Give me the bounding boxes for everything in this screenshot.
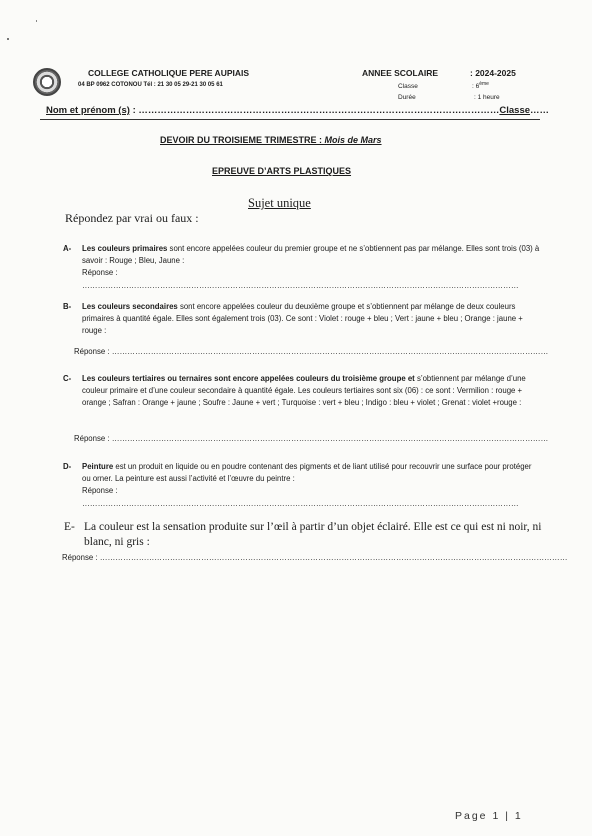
scan-speck [36,20,37,22]
classe-value-text: : 6 [472,83,480,91]
school-logo [33,68,61,96]
question-d [63,461,542,510]
scan-speck [7,38,9,40]
question-text: sont encore appelées couleur du deuxième groupe et s’obtiennent par mélange de deux couleurs primaires à quantité égale. Elles sont également trois (03). Ce sont : Violet : rouge + bleu ; Vert : jaune + bleu ; Orange : jaune + rouge : [82,302,523,336]
question-letter: D- [63,462,72,471]
question-text: est un produit en liquide ou en poudre contenant des pigments et de liant utilisé pour recouvrir une surface pour protéger ou orner. La peinture est aussi l’activité et l’œuvre du peintre : [82,462,532,484]
question-letter: E- [64,521,75,533]
school-name: COLLEGE CATHOLIQUE PERE AUPIAIS [88,68,250,78]
classe-dots: …… [530,105,550,116]
name-field-line[interactable] [46,105,549,116]
answer-line[interactable]: Réponse : …………………………………………………………………………………………………………………………………………………… [82,486,519,508]
annee-scolaire-label: ANNEE SCOLAIRE [362,68,439,78]
classe-value-sup: ème [479,81,489,87]
question-text: La couleur est la sensation produite sur l’œil à partir d’un objet éclairé. Elle est ce qui est ni noir, ni blanc, ni gris : [84,521,542,548]
instructions: Répondez par vrai ou faux : [65,211,199,225]
epreuve-title: EPREUVE D’ARTS PLASTIQUES [212,166,352,176]
question-letter: C- [63,374,72,383]
question-e [64,520,544,550]
question-letter: A- [63,244,72,253]
question-keyword: Les couleurs tertiaires ou ternaires sont encore appelées couleurs du troisième groupe et [82,374,415,383]
answer-line[interactable]: Réponse : …………………………………………………………………………………………………………………………………………………… [82,268,519,290]
school-address: 04 BP 0962 COTONOU Tél : 21 30 05 29-21 30 05 61 [78,82,223,88]
answer-line[interactable]: Réponse : ……………………………………………………………………………………………………………………………………………………………… [62,553,568,562]
question-a [63,243,542,292]
name-dots: : …………………………………………………………………………………………………… [129,105,500,116]
question-c [63,373,542,410]
name-label: Nom et prénom (s) [46,105,130,116]
sujet-title: Sujet unique [248,196,311,210]
question-keyword: Les couleurs primaires [82,244,168,253]
devoir-title [160,135,382,145]
answer-line[interactable]: Réponse : …………………………………………………………………………………………………………………………………………………… [74,434,549,443]
answer-line[interactable]: Réponse : …………………………………………………………………………………………………………………………………………………… [74,347,549,356]
question-b [63,301,542,338]
annee-scolaire-value: : 2024-2025 [470,68,516,78]
question-text: s’obtiennent par mélange d’une couleur primaire et d’une couleur secondaire à quantité égale. Les couleurs tertiaires sont six (06) : ce sont : Vermilion : rouge + orange ; Safran : Orange + jaune ; Soufre : Jaune + vert ; Turquoise : vert + bleu ; Indigo : bleu + violet ; Grenat : violet +rouge : [82,374,526,408]
question-keyword: Peinture [82,462,114,471]
classe-label: Classe [398,83,418,90]
page-number: Page 1 | 1 [455,810,523,822]
classe-field-label: Classe [499,105,531,116]
duree-label: Durée [398,94,416,101]
devoir-title-text: DEVOIR DU TROISIEME TRIMESTRE : [160,135,325,145]
devoir-month: Mois de Mars [324,135,382,145]
question-keyword: Les couleurs secondaires [82,302,178,311]
question-letter: B- [63,302,72,311]
classe-value [472,81,489,90]
header-divider [40,119,540,120]
duree-value: : 1 heure [474,94,500,101]
question-text: sont encore appelées couleur du premier groupe et ne s’obtiennent pas par mélange. Elles sont trois (03) à savoir : Rouge ; Bleu, Jaune : [82,244,540,266]
